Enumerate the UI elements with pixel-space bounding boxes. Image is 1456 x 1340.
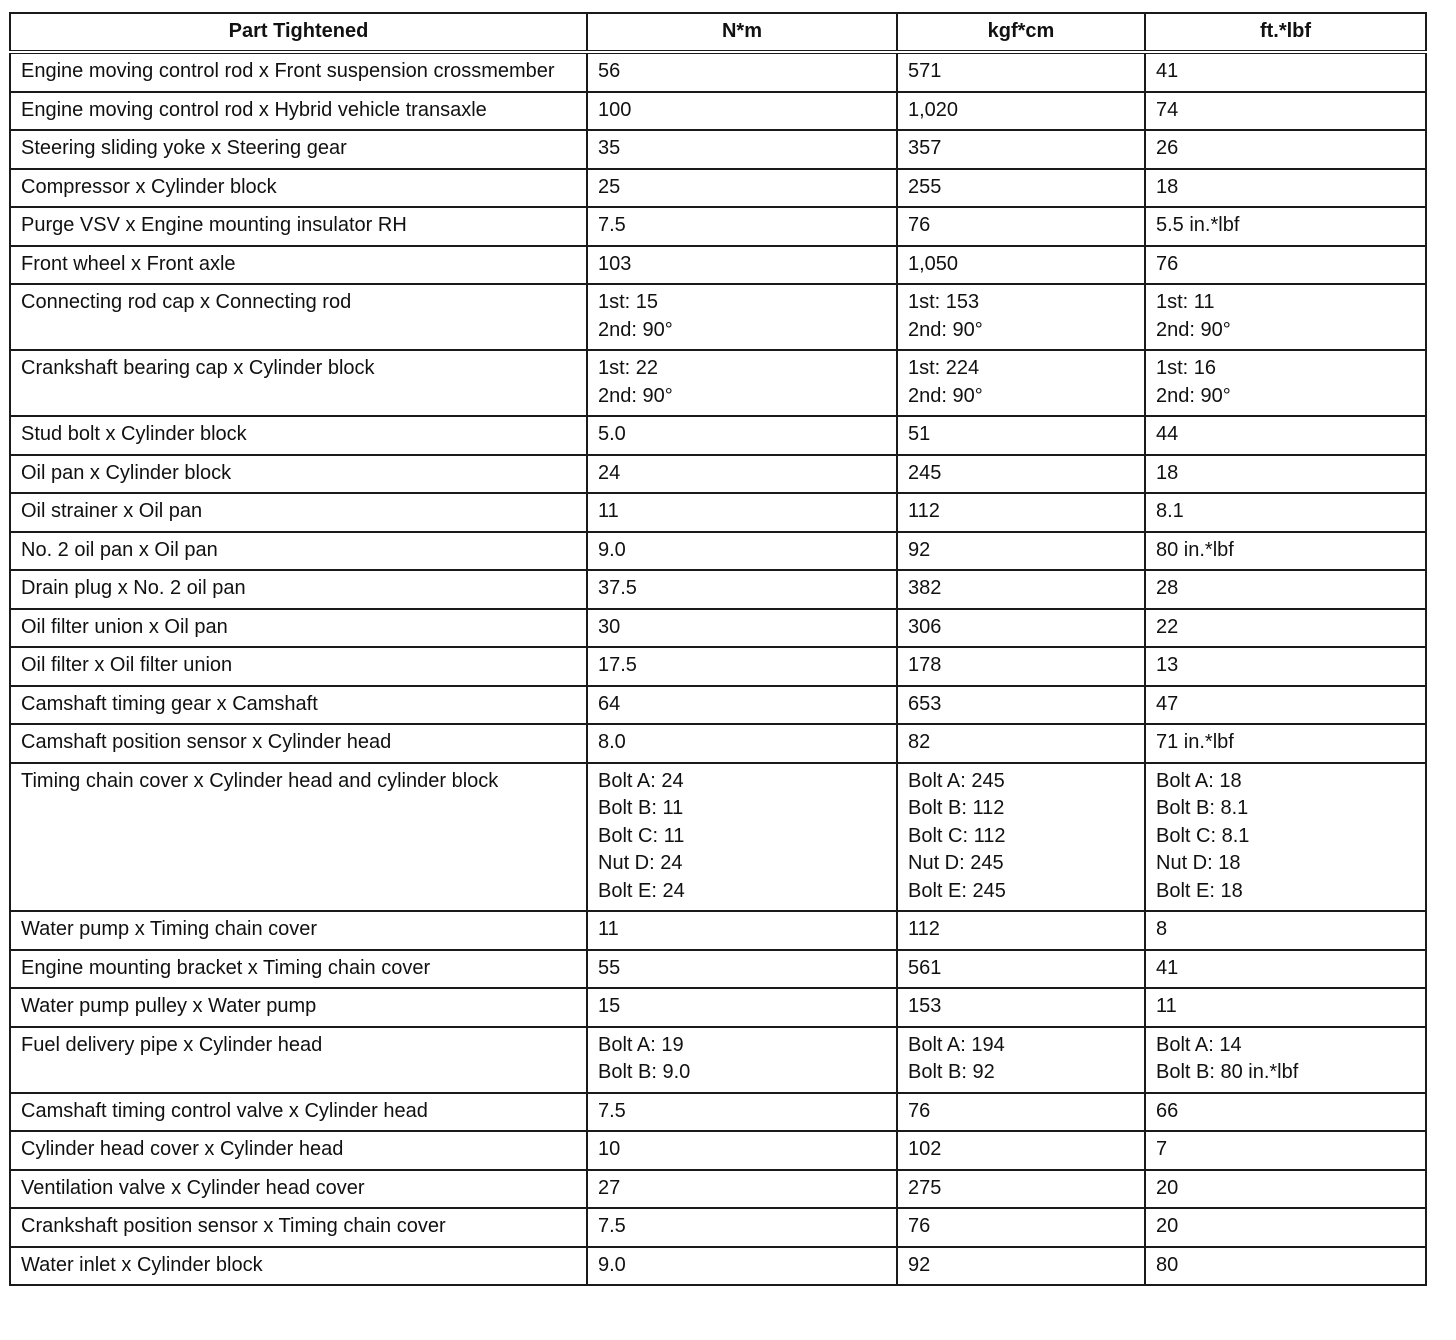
nm-cell	[587, 284, 897, 350]
nm-cell	[587, 52, 897, 92]
nm-cell	[587, 911, 897, 950]
nm-cell	[587, 1131, 897, 1170]
value-line: 1st: 11	[1156, 291, 1215, 313]
part-cell: Engine moving control rod x Hybrid vehicle transaxle	[10, 92, 587, 131]
part-cell: Connecting rod cap x Connecting rod	[10, 284, 587, 350]
torque-spec-table	[9, 12, 1427, 1286]
ftlbf-cell	[1145, 1027, 1426, 1093]
value-line: 47	[1156, 692, 1179, 715]
nm-cell	[587, 1170, 897, 1209]
value-line: Nut D: 24	[598, 852, 683, 874]
value-line: Nut D: 18	[1156, 852, 1241, 874]
value-line: 5.0	[598, 423, 626, 445]
table-row	[10, 686, 1426, 725]
value-line: 20	[1156, 1215, 1179, 1237]
value-line: 1st: 153	[908, 291, 980, 313]
nm-cell	[587, 1208, 897, 1247]
table-row	[10, 950, 1426, 989]
ftlbf-cell	[1145, 1131, 1426, 1170]
kgfcm-cell	[897, 988, 1145, 1027]
header-kgfcm: kgf*cm	[897, 13, 1145, 52]
part-cell: Oil pan x Cylinder block	[10, 455, 587, 494]
value-line: 22	[1156, 615, 1179, 638]
header-row	[10, 13, 1426, 52]
nm-cell	[587, 1247, 897, 1286]
part-cell: Timing chain cover x Cylinder head and cylinder block	[10, 763, 587, 912]
value-line: 571	[908, 60, 942, 82]
value-line: 306	[908, 615, 942, 638]
nm-cell	[587, 763, 897, 912]
value-line: 112	[908, 918, 940, 940]
value-line: 41	[1156, 60, 1179, 82]
table-row	[10, 1170, 1426, 1209]
part-cell: Fuel delivery pipe x Cylinder head	[10, 1027, 587, 1093]
kgfcm-cell	[897, 911, 1145, 950]
value-line: 11	[1156, 995, 1177, 1017]
value-line: 80 in.*lbf	[1156, 538, 1234, 561]
value-line: 7.5	[598, 1099, 626, 1122]
value-line: 2nd: 90°	[598, 318, 673, 341]
kgfcm-cell	[897, 950, 1145, 989]
value-line: Bolt B: 92	[908, 1061, 995, 1083]
value-line: Bolt E: 18	[1156, 879, 1243, 902]
value-line: 7.5	[598, 1215, 626, 1237]
table-row	[10, 246, 1426, 285]
value-line: Nut D: 245	[908, 852, 1004, 874]
kgfcm-cell	[897, 532, 1145, 571]
kgfcm-cell	[897, 169, 1145, 208]
value-line: 2nd: 90°	[1156, 318, 1231, 341]
value-line: 255	[908, 175, 942, 198]
value-line: 245	[908, 461, 942, 484]
part-cell: Water inlet x Cylinder block	[10, 1247, 587, 1286]
value-line: 2nd: 90°	[598, 384, 673, 407]
value-line: Bolt A: 245	[908, 769, 1005, 792]
value-line: 20	[1156, 1176, 1179, 1199]
header-nm: N*m	[587, 13, 897, 52]
value-line: 10	[598, 1138, 621, 1160]
value-line: 92	[908, 538, 931, 561]
part-cell: Crankshaft position sensor x Timing chain cover	[10, 1208, 587, 1247]
ftlbf-cell	[1145, 1170, 1426, 1209]
table-row	[10, 92, 1426, 131]
value-line: 382	[908, 577, 942, 599]
ftlbf-cell	[1145, 130, 1426, 169]
ftlbf-cell	[1145, 950, 1426, 989]
ftlbf-cell	[1145, 207, 1426, 246]
ftlbf-cell	[1145, 988, 1426, 1027]
value-line: 1st: 15	[598, 291, 659, 313]
kgfcm-cell	[897, 686, 1145, 725]
nm-cell	[587, 950, 897, 989]
value-line: 18	[1156, 175, 1179, 198]
nm-cell	[587, 724, 897, 763]
value-line: 76	[908, 1215, 931, 1237]
ftlbf-cell	[1145, 686, 1426, 725]
table-row	[10, 284, 1426, 350]
part-cell: Camshaft timing control valve x Cylinder head	[10, 1093, 587, 1132]
kgfcm-cell	[897, 1170, 1145, 1209]
kgfcm-cell	[897, 284, 1145, 350]
nm-cell	[587, 1027, 897, 1093]
value-line: 51	[908, 423, 931, 445]
part-cell: Engine mounting bracket x Timing chain cover	[10, 950, 587, 989]
table-row	[10, 1093, 1426, 1132]
value-line: 5.5 in.*lbf	[1156, 214, 1240, 236]
table-row	[10, 416, 1426, 455]
value-line: 112	[908, 500, 940, 522]
nm-cell	[587, 92, 897, 131]
part-cell: Drain plug x No. 2 oil pan	[10, 570, 587, 609]
kgfcm-cell	[897, 724, 1145, 763]
part-cell: Steering sliding yoke x Steering gear	[10, 130, 587, 169]
value-line: 7	[1156, 1138, 1168, 1160]
value-line: 8	[1156, 918, 1168, 940]
table-row	[10, 911, 1426, 950]
kgfcm-cell	[897, 493, 1145, 532]
ftlbf-cell	[1145, 455, 1426, 494]
ftlbf-cell	[1145, 609, 1426, 648]
part-cell: Front wheel x Front axle	[10, 246, 587, 285]
value-line: Bolt B: 8.1	[1156, 797, 1249, 819]
table-row	[10, 1027, 1426, 1093]
value-line: 30	[598, 615, 621, 638]
value-line: 100	[598, 98, 632, 121]
value-line: 56	[598, 60, 621, 82]
kgfcm-cell	[897, 416, 1145, 455]
value-line: 82	[908, 731, 931, 753]
value-line: Bolt A: 14	[1156, 1033, 1242, 1056]
value-line: Bolt E: 245	[908, 879, 1006, 902]
table-row	[10, 1247, 1426, 1286]
value-line: 25	[598, 175, 621, 198]
ftlbf-cell	[1145, 350, 1426, 416]
ftlbf-cell	[1145, 416, 1426, 455]
kgfcm-cell	[897, 1131, 1145, 1170]
value-line: 178	[908, 654, 942, 676]
table-row	[10, 130, 1426, 169]
ftlbf-cell	[1145, 246, 1426, 285]
kgfcm-cell	[897, 52, 1145, 92]
value-line: 9.0	[598, 1253, 626, 1276]
ftlbf-cell	[1145, 1093, 1426, 1132]
ftlbf-cell	[1145, 647, 1426, 686]
ftlbf-cell	[1145, 763, 1426, 912]
table-row	[10, 647, 1426, 686]
value-line: 92	[908, 1253, 931, 1276]
nm-cell	[587, 350, 897, 416]
value-line: Bolt B: 112	[908, 797, 1005, 819]
kgfcm-cell	[897, 763, 1145, 912]
value-line: 74	[1156, 98, 1179, 121]
value-line: 76	[1156, 252, 1179, 275]
part-cell: Cylinder head cover x Cylinder head	[10, 1131, 587, 1170]
value-line: 653	[908, 692, 942, 715]
part-cell: Engine moving control rod x Front suspension crossmember	[10, 52, 587, 92]
part-cell: Crankshaft bearing cap x Cylinder block	[10, 350, 587, 416]
value-line: 102	[908, 1138, 942, 1160]
value-line: 41	[1156, 956, 1179, 979]
part-cell: Purge VSV x Engine mounting insulator RH	[10, 207, 587, 246]
nm-cell	[587, 207, 897, 246]
value-line: 17.5	[598, 654, 637, 676]
table-body	[10, 52, 1426, 1285]
ftlbf-cell	[1145, 911, 1426, 950]
value-line: 153	[908, 995, 942, 1017]
part-cell: Compressor x Cylinder block	[10, 169, 587, 208]
value-line: Bolt A: 18	[1156, 769, 1242, 792]
value-line: 64	[598, 692, 621, 715]
value-line: 24	[598, 461, 621, 484]
part-cell: Ventilation valve x Cylinder head cover	[10, 1170, 587, 1209]
value-line: 9.0	[598, 538, 626, 561]
table-row	[10, 570, 1426, 609]
kgfcm-cell	[897, 350, 1145, 416]
value-line: 71 in.*lbf	[1156, 731, 1234, 753]
nm-cell	[587, 570, 897, 609]
kgfcm-cell	[897, 455, 1145, 494]
value-line: 8.0	[598, 731, 626, 753]
ftlbf-cell	[1145, 92, 1426, 131]
value-line: Bolt B: 80 in.*lbf	[1156, 1061, 1299, 1083]
ftlbf-cell	[1145, 570, 1426, 609]
nm-cell	[587, 169, 897, 208]
table-row	[10, 1208, 1426, 1247]
value-line: 2nd: 90°	[908, 318, 983, 341]
kgfcm-cell	[897, 1027, 1145, 1093]
value-line: 1st: 22	[598, 357, 659, 379]
part-cell: Oil strainer x Oil pan	[10, 493, 587, 532]
value-line: 76	[908, 1099, 931, 1122]
value-line: Bolt C: 112	[908, 824, 1006, 847]
value-line: 357	[908, 137, 942, 159]
kgfcm-cell	[897, 92, 1145, 131]
value-line: 26	[1156, 137, 1179, 159]
nm-cell	[587, 647, 897, 686]
value-line: 1st: 224	[908, 357, 980, 379]
header-part-tightened: Part Tightened	[10, 13, 587, 52]
value-line: Bolt B: 11	[598, 797, 684, 819]
ftlbf-cell	[1145, 493, 1426, 532]
value-line: 15	[598, 995, 621, 1017]
table-row	[10, 169, 1426, 208]
value-line: 35	[598, 137, 621, 159]
nm-cell	[587, 532, 897, 571]
value-line: 561	[908, 956, 942, 979]
value-line: 1st: 16	[1156, 357, 1217, 379]
kgfcm-cell	[897, 609, 1145, 648]
value-line: 2nd: 90°	[908, 384, 983, 407]
nm-cell	[587, 1093, 897, 1132]
kgfcm-cell	[897, 130, 1145, 169]
kgfcm-cell	[897, 1208, 1145, 1247]
kgfcm-cell	[897, 207, 1145, 246]
value-line: 27	[598, 1176, 621, 1199]
table-row	[10, 493, 1426, 532]
kgfcm-cell	[897, 1247, 1145, 1286]
value-line: 44	[1156, 423, 1179, 445]
table-row	[10, 52, 1426, 92]
value-line: 7.5	[598, 214, 626, 236]
nm-cell	[587, 455, 897, 494]
value-line: Bolt C: 8.1	[1156, 824, 1250, 847]
part-cell: Water pump x Timing chain cover	[10, 911, 587, 950]
value-line: 1,050	[908, 252, 959, 275]
part-cell: No. 2 oil pan x Oil pan	[10, 532, 587, 571]
nm-cell	[587, 130, 897, 169]
nm-cell	[587, 246, 897, 285]
value-line: 76	[908, 214, 931, 236]
part-cell: Camshaft position sensor x Cylinder head	[10, 724, 587, 763]
table-row	[10, 609, 1426, 648]
part-cell: Stud bolt x Cylinder block	[10, 416, 587, 455]
table-row	[10, 1131, 1426, 1170]
table-row	[10, 207, 1426, 246]
value-line: 1,020	[908, 98, 959, 121]
ftlbf-cell	[1145, 52, 1426, 92]
kgfcm-cell	[897, 246, 1145, 285]
value-line: 13	[1156, 654, 1179, 676]
value-line: Bolt A: 19	[598, 1033, 684, 1056]
table-row	[10, 724, 1426, 763]
value-line: 2nd: 90°	[1156, 384, 1231, 407]
ftlbf-cell	[1145, 724, 1426, 763]
value-line: 28	[1156, 577, 1179, 599]
ftlbf-cell	[1145, 1247, 1426, 1286]
kgfcm-cell	[897, 1093, 1145, 1132]
nm-cell	[587, 988, 897, 1027]
ftlbf-cell	[1145, 532, 1426, 571]
value-line: 275	[908, 1176, 942, 1199]
ftlbf-cell	[1145, 169, 1426, 208]
nm-cell	[587, 416, 897, 455]
ftlbf-cell	[1145, 284, 1426, 350]
nm-cell	[587, 493, 897, 532]
value-line: 55	[598, 956, 621, 979]
kgfcm-cell	[897, 570, 1145, 609]
table-row	[10, 988, 1426, 1027]
part-cell: Oil filter x Oil filter union	[10, 647, 587, 686]
value-line: Bolt A: 24	[598, 769, 684, 792]
value-line: 18	[1156, 461, 1179, 484]
part-cell: Camshaft timing gear x Camshaft	[10, 686, 587, 725]
value-line: 66	[1156, 1099, 1179, 1122]
value-line: Bolt C: 11	[598, 824, 685, 847]
nm-cell	[587, 686, 897, 725]
value-line: 11	[598, 500, 619, 522]
value-line: 8.1	[1156, 500, 1184, 522]
value-line: Bolt B: 9.0	[598, 1061, 691, 1083]
table-row	[10, 350, 1426, 416]
value-line: 11	[598, 918, 619, 940]
ftlbf-cell	[1145, 1208, 1426, 1247]
table-row	[10, 763, 1426, 912]
table-row	[10, 532, 1426, 571]
kgfcm-cell	[897, 647, 1145, 686]
table-row	[10, 455, 1426, 494]
part-cell: Oil filter union x Oil pan	[10, 609, 587, 648]
value-line: 37.5	[598, 577, 637, 599]
part-cell: Water pump pulley x Water pump	[10, 988, 587, 1027]
header-ftlbf: ft.*lbf	[1145, 13, 1426, 52]
value-line: Bolt A: 194	[908, 1033, 1005, 1056]
value-line: 103	[598, 252, 632, 275]
value-line: Bolt E: 24	[598, 879, 685, 902]
nm-cell	[587, 609, 897, 648]
value-line: 80	[1156, 1253, 1179, 1276]
